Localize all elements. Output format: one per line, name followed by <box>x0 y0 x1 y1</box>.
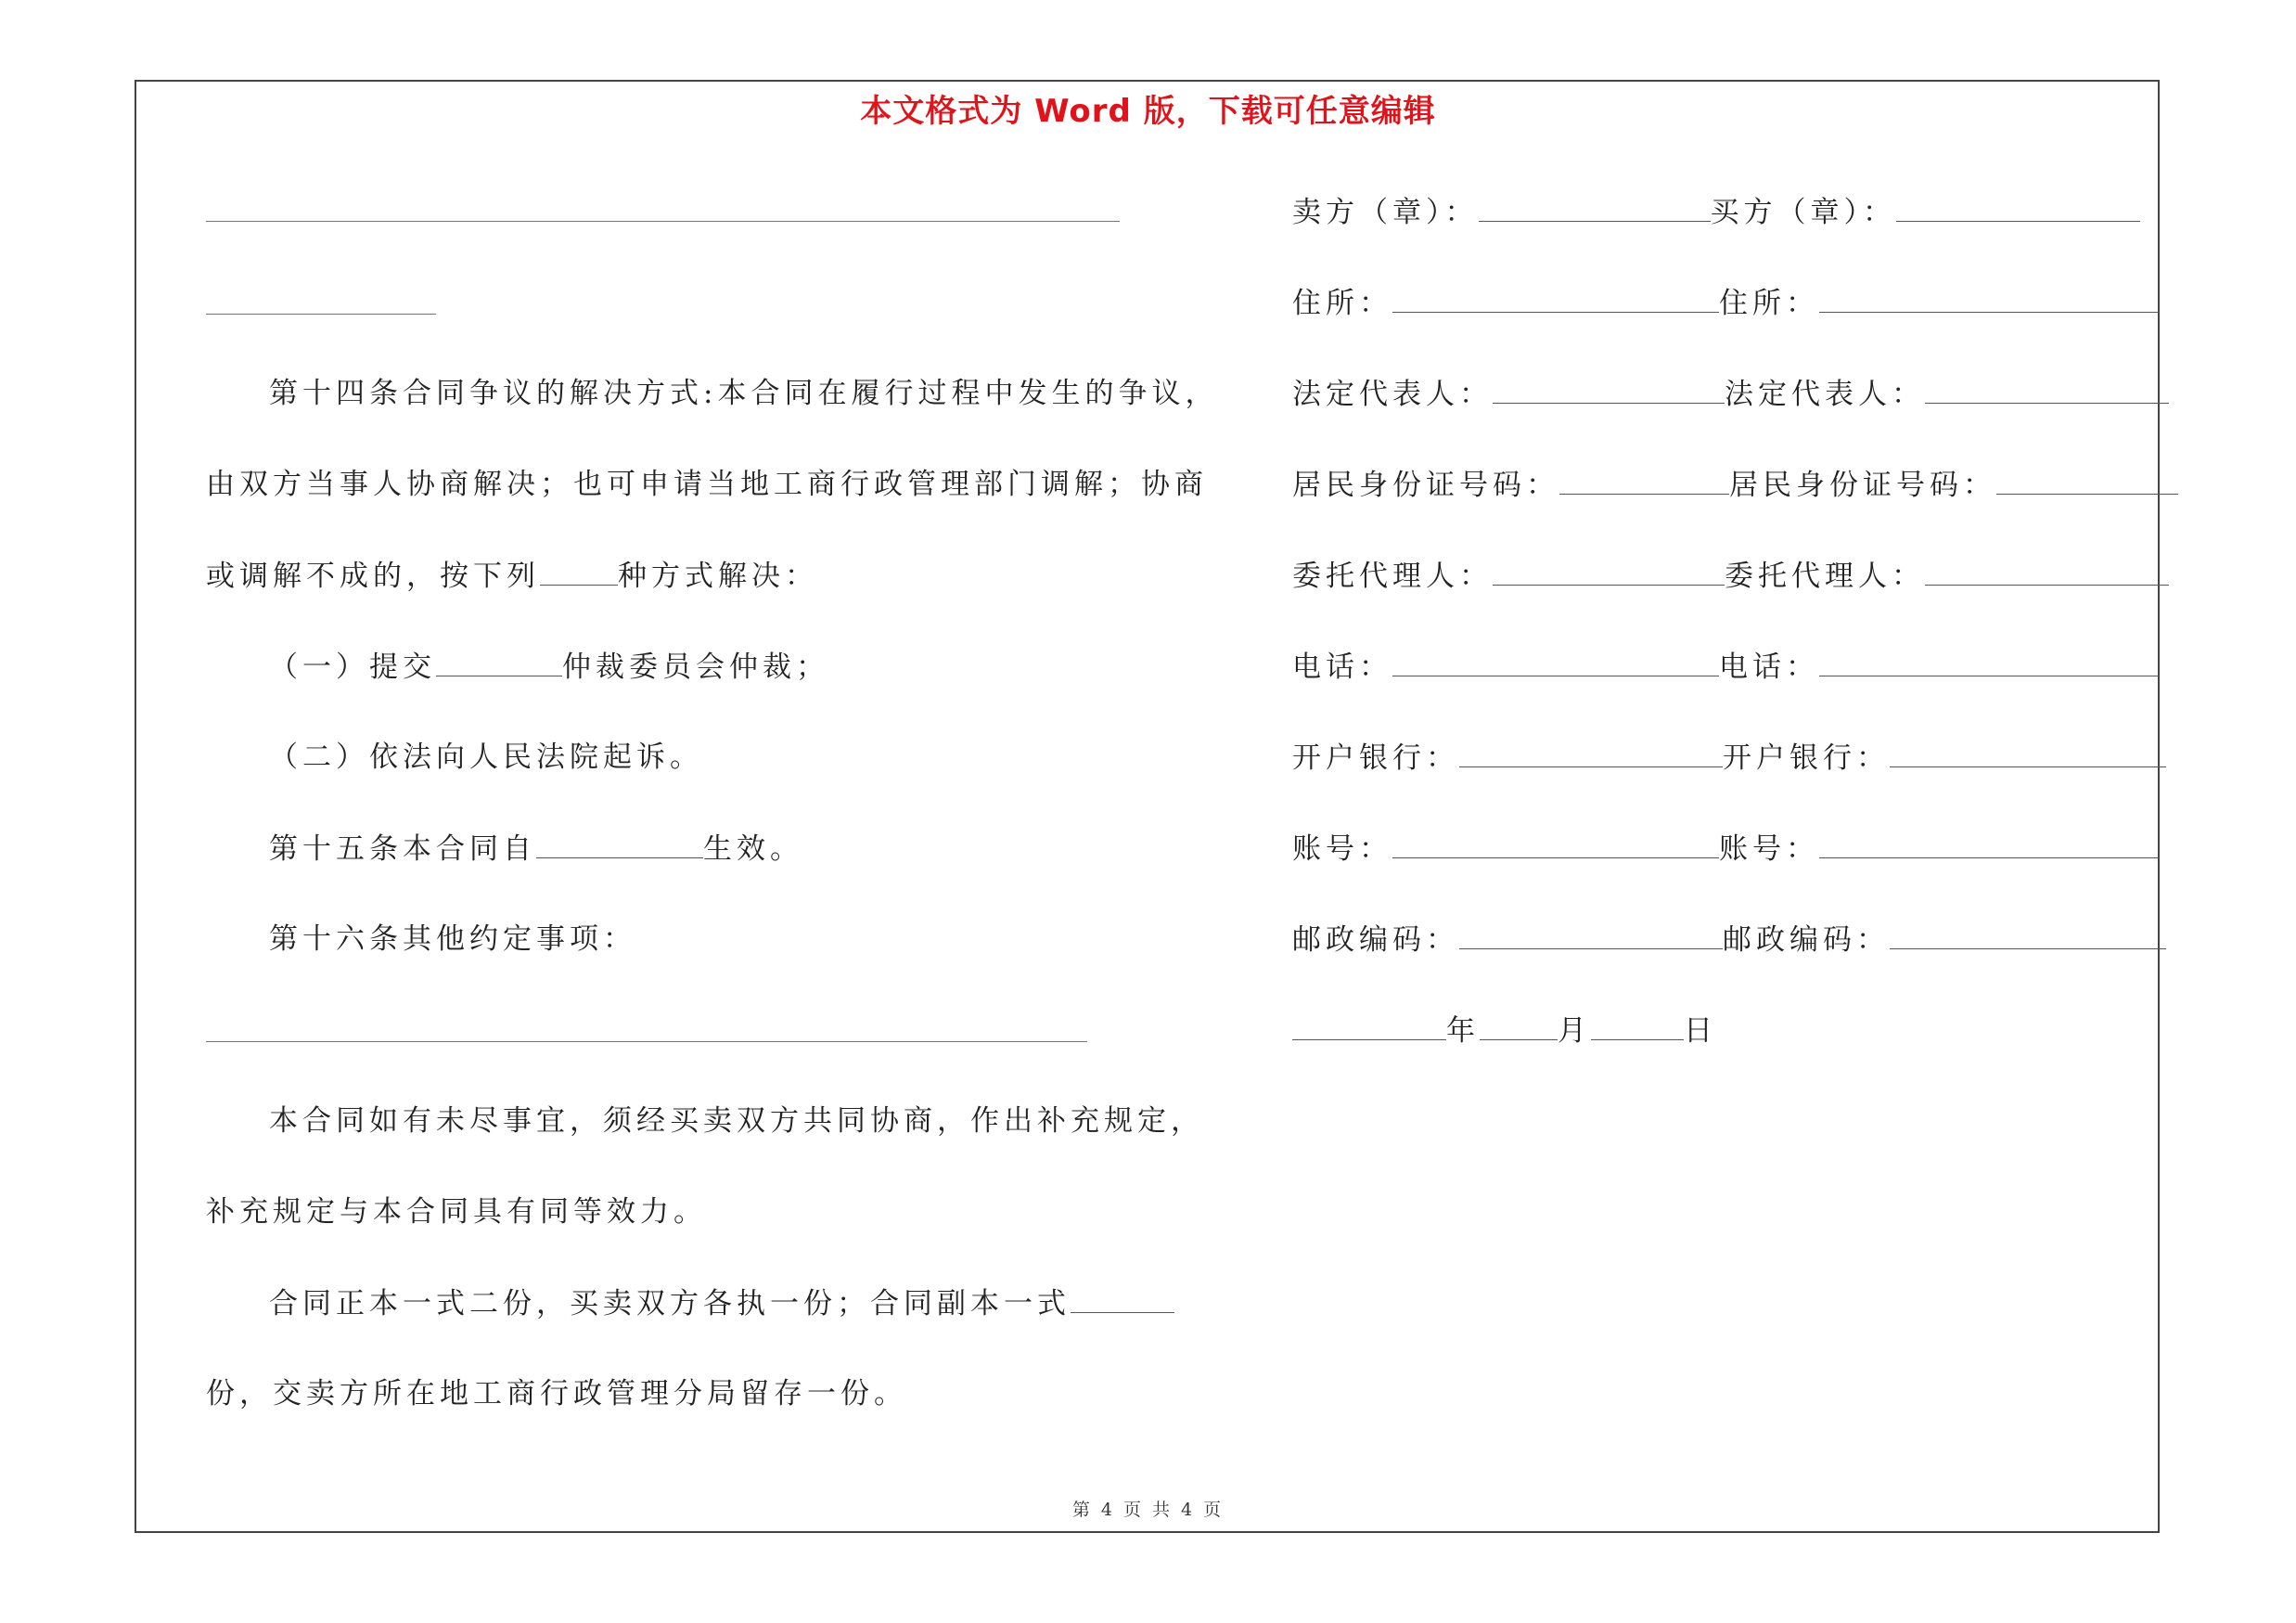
article-16: 第十六条其他约定事项： <box>269 922 636 956</box>
postcode-row: 邮政编码： 邮政编码： <box>1292 921 2166 959</box>
bank-row: 开户银行： 开户银行： <box>1292 739 2166 777</box>
blank-field <box>1890 921 2166 949</box>
blank-line <box>206 314 436 315</box>
blank-field <box>1559 466 1729 495</box>
blank-field <box>1459 739 1723 767</box>
blank-field <box>1392 648 1719 676</box>
blank-field <box>1819 284 2159 313</box>
blank-field <box>1819 830 2159 858</box>
blank-field <box>1479 193 1711 222</box>
blank-field <box>540 557 618 586</box>
seller-seal-row: 卖方（章）： 买方（章）： <box>1292 193 2140 231</box>
date-row: 年 月 日 <box>1292 1011 1717 1050</box>
id-number-row: 居民身份证号码： 居民身份证号码： <box>1292 466 2178 504</box>
supplement-line-1: 本合同如有未尽事宜，须经买卖双方共同协商，作出补充规定， <box>269 1104 1204 1138</box>
blank-field <box>1071 1284 1174 1313</box>
blank-field <box>1392 830 1719 858</box>
copies-line-2: 份，交卖方所在地工商行政管理分局留存一份。 <box>206 1377 907 1410</box>
article-14-line-1: 第十四条合同争议的解决方式:本合同在履行过程中发生的争议， <box>269 377 1219 410</box>
article-15: 第十五条本合同自 生效。 <box>269 830 803 868</box>
blank-field <box>1493 557 1725 586</box>
blank-field <box>1459 921 1723 949</box>
article-14-line-3: 或调解不成的，按下列 种方式解决： <box>206 557 818 595</box>
format-banner: 本文格式为 Word 版，下载可任意编辑 <box>860 93 1436 130</box>
blank-field <box>1493 375 1725 404</box>
blank-field <box>436 648 562 676</box>
option-2: （二）依法向人民法院起诉。 <box>269 741 703 774</box>
blank-field <box>1896 193 2140 222</box>
day-blank <box>1591 1011 1684 1040</box>
blank-line <box>206 221 1120 222</box>
blank-field <box>1925 375 2169 404</box>
option-1: （一）提交 仲裁委员会仲裁； <box>269 648 829 686</box>
blank-field <box>1996 466 2178 495</box>
supplement-line-2: 补充规定与本合同具有同等效力。 <box>206 1195 707 1229</box>
blank-field <box>1890 739 2166 767</box>
year-blank <box>1292 1011 1446 1040</box>
month-blank <box>1480 1011 1558 1040</box>
blank-field <box>1392 284 1719 313</box>
legal-rep-row: 法定代表人： 法定代表人： <box>1292 375 2169 413</box>
phone-row: 电话： 电话： <box>1292 648 2159 686</box>
agent-row: 委托代理人： 委托代理人： <box>1292 557 2169 595</box>
account-row: 账号： 账号： <box>1292 830 2159 868</box>
page-number: 第 4 页 共 4 页 <box>1071 1500 1225 1520</box>
address-row: 住所： 住所： <box>1292 284 2159 322</box>
article-14-line-2: 由双方当事人协商解决；也可申请当地工商行政管理部门调解；协商 <box>206 468 1208 501</box>
blank-line <box>206 1041 1087 1042</box>
copies-line-1: 合同正本一式二份，买卖双方各执一份；合同副本一式 <box>269 1284 1174 1322</box>
blank-field <box>1819 648 2159 676</box>
blank-field <box>1925 557 2169 586</box>
blank-field <box>536 830 703 858</box>
